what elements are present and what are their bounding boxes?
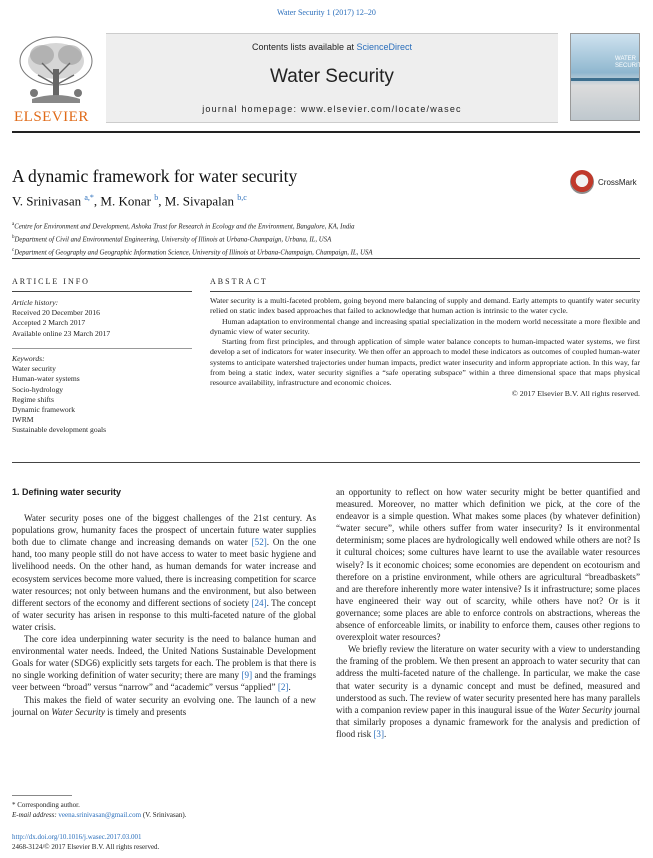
author-separator: , bbox=[93, 193, 101, 209]
affiliation-text: Department of Civil and Environmental Engineering, University of Illinois at Urbana-Champaign, Urbana, IL, USA bbox=[14, 236, 332, 244]
cover-text-1: WATER bbox=[615, 56, 636, 62]
footnote bbox=[12, 800, 322, 820]
body-paragraph bbox=[336, 643, 640, 740]
abstract-paragraph: Human adaptation to environmental change and increasing spatial specialization in the modern world necessitate a more flexible and dynamic view of water security. bbox=[210, 316, 640, 336]
emphasis: Water Security bbox=[51, 706, 105, 717]
keyword: IWRM bbox=[12, 415, 34, 425]
divider bbox=[12, 462, 640, 463]
author-affil-marker[interactable]: b bbox=[154, 193, 159, 202]
doi-link[interactable]: http://dx.doi.org/10.1016/j.wasec.2017.03.001 bbox=[12, 833, 142, 841]
journal-cover[interactable] bbox=[570, 33, 646, 121]
elsevier-tree-logo[interactable] bbox=[12, 33, 100, 125]
homepage-prefix: journal homepage: bbox=[202, 104, 301, 114]
citation-link[interactable]: [9] bbox=[241, 670, 253, 681]
author-name: M. Konar bbox=[100, 193, 151, 209]
citation-link[interactable]: [2] bbox=[277, 682, 289, 693]
journal-title: Water Security bbox=[270, 66, 394, 87]
article-history bbox=[12, 298, 192, 339]
section-heading: 1. Defining water security bbox=[12, 487, 122, 497]
abstract-paragraph: Starting from first principles, and through application of simple water balance concepts to human-impacted water systems, we first develop a set of indicators for water insecurity. We then offer an approach to model these indicators as outcomes of coupled human-water systems to anticipate watershed trajectories under human impacts, predict water insecurity and inform appropriate action. In this way, far from being a static index, water security signifies a “safe operating subspace” within a three dimensional space that maps physical resource availability, infrastructure and economic choices. bbox=[210, 337, 640, 388]
author-separator: , bbox=[158, 193, 165, 209]
emphasis: Water Security bbox=[558, 704, 612, 715]
history-label: Article history: bbox=[12, 298, 59, 307]
journal-banner bbox=[106, 33, 558, 123]
affiliation-item bbox=[12, 220, 373, 233]
doi-block bbox=[12, 832, 159, 852]
affiliations bbox=[12, 220, 373, 258]
keyword: Water security bbox=[12, 364, 56, 374]
text-run: We briefly review the literature on water security with a view to understanding the framing of the problem. We then present an approach to water security that can address the multi-faceted nature of the challenge. In particular, we make the case that water security is a dynamic concept and must be defined, measured and understood as such. The review of water security presented here has many parallels with a companion review paper in this inaugural issue of the bbox=[336, 644, 640, 715]
keywords-label: Keywords: bbox=[12, 354, 45, 363]
online-date: Available online 23 March 2017 bbox=[12, 328, 111, 338]
affiliation-text: Centre for Environment and Development, Ashoka Trust for Research in Ecology and the Environment, Bangalore, KA, India bbox=[14, 223, 355, 231]
affiliation-key: b bbox=[12, 234, 15, 240]
tree-logo-graphic bbox=[12, 33, 100, 107]
accepted-date: Accepted 2 March 2017 bbox=[12, 318, 86, 328]
divider bbox=[12, 348, 192, 349]
cover-text-2: SECURITY bbox=[615, 63, 646, 69]
footnote-rule bbox=[12, 795, 72, 796]
body-paragraph bbox=[12, 694, 316, 718]
affiliation-key: c bbox=[12, 247, 15, 253]
body-paragraph: an opportunity to reflect on how water security might be better quantified and measured. Moreover, no matter which definition we pick, at the core of the endeavor is a simple question. What makes some places (by whatever definition) “water secure”, while others suffer from water insecurity? Is it environmental determinism; some places are hydrologically well endowed while others are not? Is it cultural choices; some cultures have learnt to use the available water resources wisely? Is it economic choices; some economies are dependent on ecotourism and therefore on a pristine environment, while others are agricultural “breadbaskets” and are therefore inherently more water intensive? Is it infrastructure; some places have engineered their way out of scarcity, while others have not? Or is it governance; some places are able to enforce controls on abstractions, whereas the absence of enforceable limits, or inability to enforce them, causes other regions to overexploit water resources? bbox=[336, 487, 640, 643]
abstract-copyright: © 2017 Elsevier B.V. All rights reserved. bbox=[511, 388, 640, 398]
publisher-wordmark: ELSEVIER bbox=[14, 109, 89, 125]
divider bbox=[12, 291, 192, 292]
body-left-column bbox=[12, 486, 316, 718]
citation-link[interactable]: [24] bbox=[251, 597, 267, 608]
author-name: M. Sivapalan bbox=[164, 193, 235, 209]
cover-title bbox=[615, 56, 645, 70]
author-affil-marker[interactable]: b,c bbox=[237, 193, 247, 202]
citation-link[interactable]: [3] bbox=[373, 728, 384, 739]
text-run: Water security poses one of the biggest challenges of the 21st century. As populations grow, humanity faces the prospect of uncertain future water supplies both due to climate change and increasing demands on water bbox=[12, 513, 316, 548]
text-run: and the framings veer between “broad” versus “narrow” and “academic” versus “applied” bbox=[12, 670, 317, 693]
text-run: journal that similarly proposes a dynamic framework for the analysis and prediction of flood risk bbox=[336, 704, 640, 739]
journal-homepage bbox=[106, 104, 558, 114]
text-run: . The concept of water security has arisen in response to this multi-faceted nature of the global water crisis. bbox=[12, 597, 316, 632]
email-suffix: (V. Srinivasan). bbox=[141, 811, 187, 819]
homepage-link[interactable]: www.elsevier.com/locate/wasec bbox=[300, 104, 462, 114]
cover-band bbox=[571, 78, 639, 81]
text-run: This makes the field of water security an evolving one. The launch of a new journal on bbox=[12, 694, 316, 717]
affiliation-key: a bbox=[12, 222, 15, 227]
article-info-heading: ARTICLE INFO bbox=[12, 277, 90, 286]
affiliation-item bbox=[12, 246, 373, 259]
keyword: Socio-hydrology bbox=[12, 384, 64, 394]
email-label: E-mail address: bbox=[12, 811, 59, 819]
author-affil-marker[interactable]: a,* bbox=[84, 193, 94, 202]
divider bbox=[12, 258, 640, 259]
received-date: Received 20 December 2016 bbox=[12, 308, 100, 318]
author-name: V. Srinivasan bbox=[12, 193, 82, 209]
masthead-rule bbox=[12, 131, 640, 133]
keywords-block bbox=[12, 354, 192, 436]
author-list bbox=[12, 193, 247, 209]
abstract-paragraph: Water security is a multi-faceted problem, going beyond mere balancing of supply and demand. Early attempts to quantify water security relied on static index based approaches that failed to acknowledge that human action is intrinsic to the water cycle. bbox=[210, 296, 640, 316]
affiliation-item bbox=[12, 233, 373, 246]
text-run: . bbox=[384, 728, 387, 739]
affiliation-text: Department of Geography and Geographic Information Science, University of Illinois at Urbana-Champaign, Champaign, IL, USA bbox=[14, 248, 373, 256]
text-run: is timely and presents bbox=[104, 706, 187, 717]
keyword: Regime shifts bbox=[12, 394, 54, 404]
corresponding-author: * Corresponding author. bbox=[12, 801, 80, 809]
contents-line bbox=[106, 42, 558, 52]
crossmark-icon[interactable] bbox=[570, 170, 594, 194]
body-paragraph bbox=[12, 512, 316, 633]
body-right-column bbox=[336, 486, 640, 740]
keyword: Dynamic framework bbox=[12, 405, 76, 415]
keyword: Sustainable development goals bbox=[12, 425, 107, 435]
email-line bbox=[12, 810, 322, 820]
citation-text[interactable]: Water Security 1 (2017) 12–20 bbox=[277, 8, 376, 17]
masthead bbox=[12, 33, 646, 125]
text-run: . On the one hand, too many people still do not have access to water to meet basic hygiene and livelihood needs. On the other hand, as human demands for water increase and ecosystem services become more valued, there is increasing competition for scarce water resources; not only between humans and the environment, but also between different sectors of the economy and different sections of society bbox=[12, 537, 316, 608]
issn-line: 2468-3124/© 2017 Elsevier B.V. All rights reserved. bbox=[12, 843, 160, 851]
sciencedirect-link[interactable]: ScienceDirect bbox=[356, 42, 413, 52]
crossmark-label[interactable]: CrossMark bbox=[598, 178, 637, 187]
keyword: Human-water systems bbox=[12, 374, 80, 384]
text-run: The core idea underpinning water security is the need to balance human and environmental water needs. Indeed, the United Nations Sustainable Development Goals for water (SDG6) explicitly sets targets for each. The problem is that there is no single working definition of water security; there are many bbox=[12, 634, 316, 681]
contents-prefix: Contents lists available at bbox=[251, 42, 357, 52]
citation-link[interactable]: [52] bbox=[251, 537, 267, 548]
abstract-heading: ABSTRACT bbox=[210, 277, 268, 286]
text-run: . bbox=[288, 682, 291, 693]
abstract-text bbox=[210, 296, 640, 399]
article-title: A dynamic framework for water security bbox=[12, 166, 298, 186]
email-link[interactable]: veena.srinivasan@gmail.com bbox=[58, 811, 142, 819]
body-paragraph bbox=[12, 633, 316, 693]
divider bbox=[210, 291, 640, 292]
journal-citation-link[interactable] bbox=[0, 8, 653, 17]
